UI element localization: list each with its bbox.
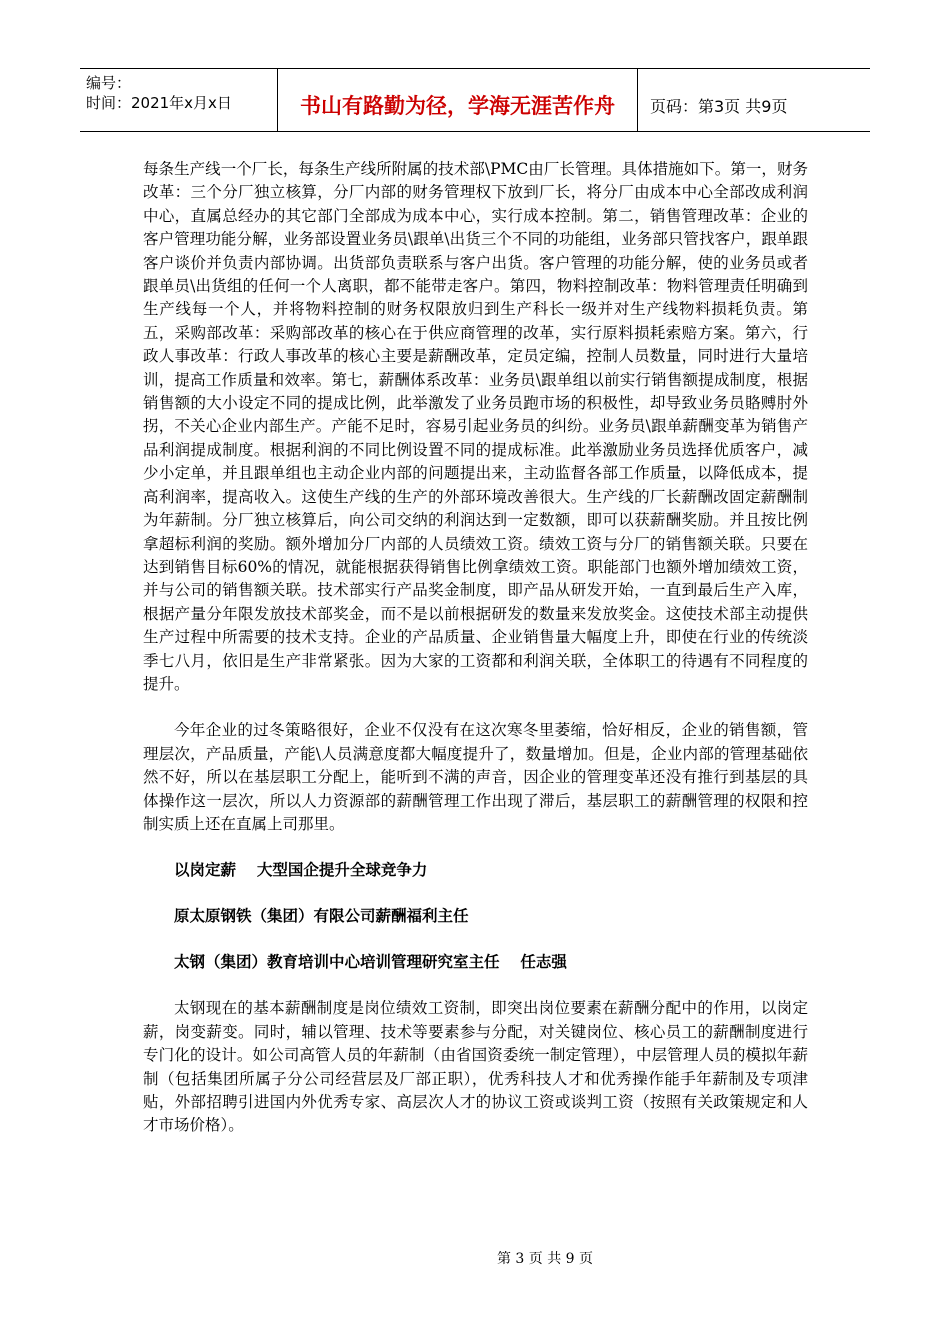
document-body	[143, 158, 808, 1138]
document-code-label: 编号：	[86, 74, 132, 92]
header-meta	[80, 69, 278, 131]
section-heading-1: 以岗定薪 大型国企提升全球竞争力	[174, 861, 428, 880]
header-motto: 书山有路勤为径，学海无涯苦作舟	[278, 69, 638, 131]
section-heading-3: 太钢（集团）教育培训中心培训管理研究室主任 任志强	[174, 953, 567, 972]
body-paragraph-1: 每条生产线一个厂长，每条生产线所附属的技术部\PMC由厂长管理。具体措施如下。第一，财务改革：三个分厂独立核算，分厂内部的财务管理权下放到厂长，将分厂由成本中心全部改成利润中心，直属总经办的其它部门全部成为成本中心，实行成本控制。第二，销售管理改革：企业的客户管理功能分解，业务部设置业务员\跟单\出货三个不同的功能组，业务部只管找客户，跟单跟客户谈价并负责内部协调。出货部负责联系与客户出货。客户管理的功能分解，使的业务员或者跟单员\出货组的任何一个人离职，都不能带走客户。第四，物料控制改革：物料管理责任明确到生产线每一个人，并将物料控制的财务权限放归到生产科长一级并对生产线物料损耗负责。第五，采购部改革：采购部改革的核心在于供应商管理的改革，实行原料损耗索赔方案。第六，行政人事改革：行政人事改革的核心主要是薪酬改革，定员定编，控制人员数量，同时进行大量培训，提高工作质量和效率。第七，薪酬体系改革：业务员\跟单组以前实行销售额提成制度，根据销售额的大小设定不同的提成比例，此举激发了业务员跑市场的积极性，却导致业务员賂赙肘外拐，不关心企业内部生产。产能不足时，容易引起业务员的纠纷。业务员\跟单薪酬变革为销售产品利润提成制度。根据利润的不同比例设置不同的提成标准。此举激励业务员选择优质客户，减少小定单，并且跟单组也主动企业内部的问题提出来，主动监督各部工作质量，以降低成本，提高利润率，提高收入。这使生产线的生产的外部环境改善很大。生产线的厂长薪酬改固定薪酬制为年薪制。分厂独立核算后，向公司交纳的利润达到一定数额，即可以获薪酬奖励。并且按比例拿超标利润的奖励。额外增加分厂内部的人员绩效工资。绩效工资与分厂的销售额关联。只要在达到销售目标60%的情况，就能根据获得销售比例拿绩效工资。职能部门也额外增加绩效工资，并与公司的销售额关联。技术部实行产品奖金制度，即产品从研发开始，一直到最后生产入库，根据产量分年限发放技术部奖金，而不是以前根据研发的数量来发放奖金。这使技术部主动提供生产过程中所需要的技术支持。企业的产品质量、企业销售量大幅度上升，即使在行业的传统淡季七八月，依旧是生产非常紧张。因为大家的工资都和利润关联，全体职工的待遇有不同程度的提升。	[143, 160, 808, 693]
header-page-info: 页码：第3页 共9页	[650, 96, 788, 116]
body-paragraph-3: 太钢现在的基本薪酬制度是岗位绩效工资制，即突出岗位要素在薪酬分配中的作用，以岗定薪，岗变薪变。同时，辅以管理、技术等要素参与分配，对关键岗位、核心员工的薪酬制度进行专门化的设计。如公司高管人员的年薪制（由省国资委统一制定管理），中层管理人员的模拟年薪制（包括集团所属子分公司经营层及厂部正职），优秀科技人才和优秀操作能手年薪制及专项津贴，外部招聘引进国内外优秀专家、高层次人才的协议工资或谈判工资（按照有关政策规定和人才市场价格）。	[143, 999, 808, 1135]
page-footer: 第 3 页 共 9 页	[496, 1251, 594, 1267]
page-header	[80, 68, 870, 132]
body-paragraph-2: 今年企业的过冬策略很好，企业不仅没有在这次寒冬里萎缩，恰好相反，企业的销售额，管理层次，产品质量，产能\人员满意度都大幅度提升了，数量增加。但是，企业内部的管理基础依然不好，所以在基层职工分配上，能听到不满的声音，因企业的管理变革还没有推行到基层的具体操作这一层次，所以人力资源部的薪酬管理工作出现了滞后，基层职工的薪酬管理的权限和控制实质上还在直属上司那里。	[143, 721, 808, 833]
document-date: 时间：2021年x月x日	[86, 94, 232, 112]
section-heading-2: 原太原钢铁（集团）有限公司薪酬福利主任	[174, 907, 469, 926]
